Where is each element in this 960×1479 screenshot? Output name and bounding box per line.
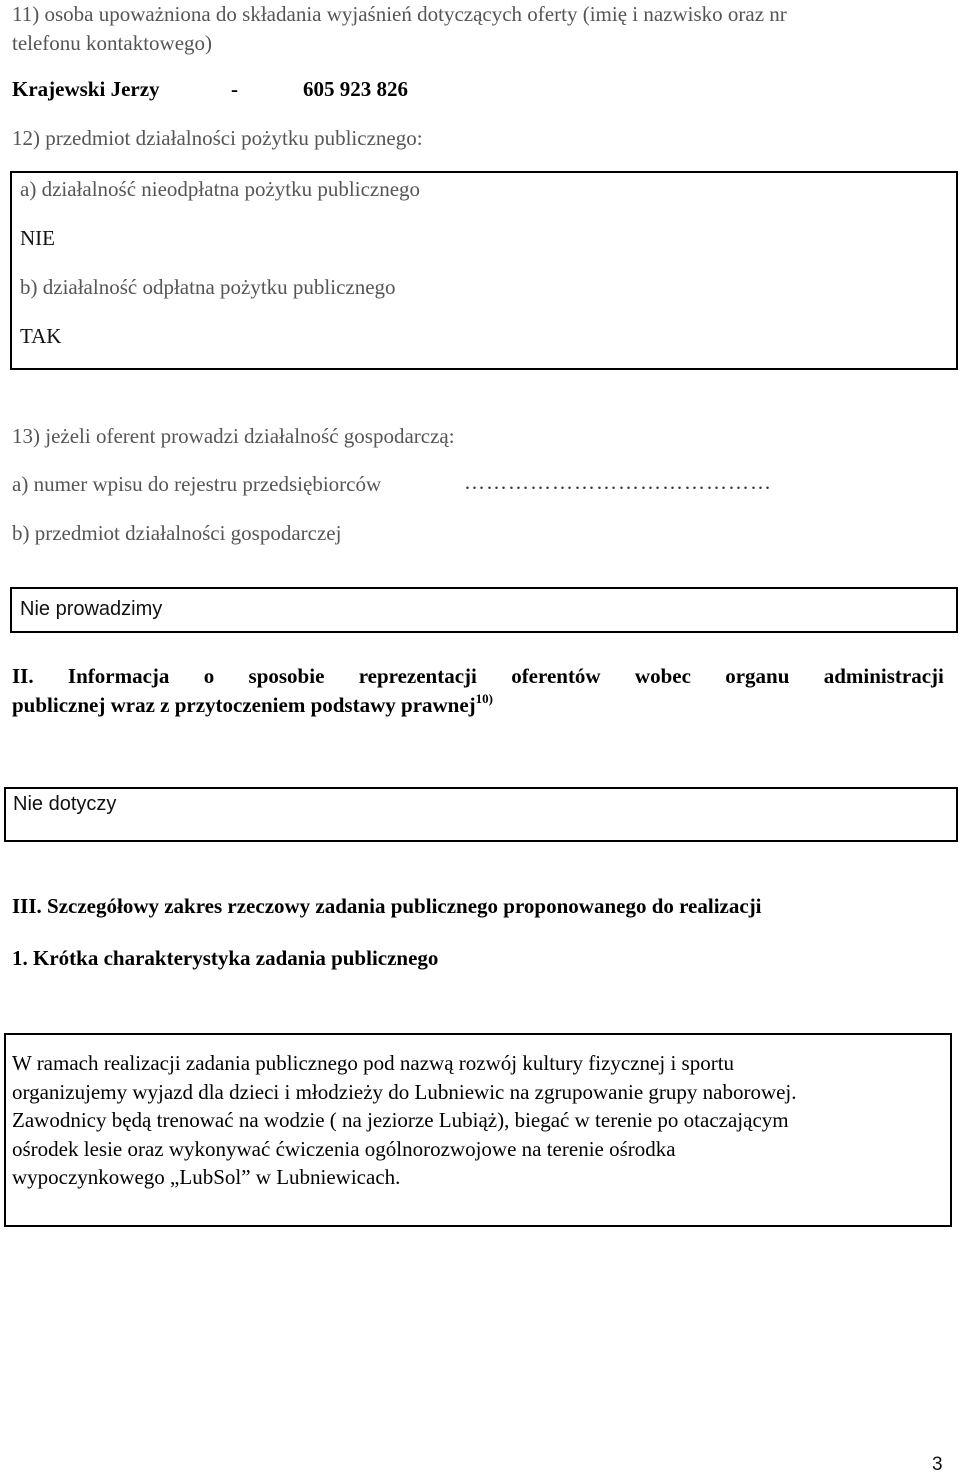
- item13-a-dots: ……………………………………: [464, 470, 772, 494]
- item13-b-value: Nie prowadzimy: [20, 598, 163, 620]
- section2-heading-line1: [12, 662, 944, 690]
- public-benefit-box: [10, 171, 958, 370]
- section2-word: wobec: [634, 664, 691, 688]
- description-line: Zawodnicy będą trenować na wodzie ( na jeziorze Lubiąż), biegać w terenie po otaczającym: [12, 1108, 789, 1132]
- description-line: W ramach realizacji zadania publicznego pod nazwą rozwój kultury fizycznej i sportu: [12, 1051, 735, 1075]
- section2-heading-line2: [12, 691, 493, 719]
- item12-label: 12) przedmiot działalności pożytku publicznego:: [12, 126, 423, 150]
- section2-word: Informacja: [67, 664, 170, 688]
- task-description: [12, 1049, 797, 1192]
- item13-a-label: a) numer wpisu do rejestru przedsiębiorców: [12, 472, 382, 496]
- description-line: organizujemy wyjazd dla dzieci i młodzieży do Lubniewic na zgrupowanie grupy naborowej.: [12, 1079, 797, 1104]
- task-description-box: [4, 1033, 952, 1227]
- item12-a-value: NIE: [20, 226, 55, 250]
- section2-word: sposobie: [248, 664, 325, 688]
- contact-person-name: Krajewski Jerzy: [12, 77, 160, 101]
- page-number: 3: [932, 1454, 943, 1475]
- item13-label: 13) jeżeli oferent prowadzi działalność gospodarczą:: [12, 424, 455, 448]
- section2-word: administracji: [823, 664, 944, 688]
- section2-word: II.: [12, 664, 34, 688]
- item12-b-label: b) działalność odpłatna pożytku publicznego: [20, 275, 396, 299]
- section2-value: Nie dotyczy: [13, 793, 117, 815]
- section2-word: reprezentacji: [358, 664, 477, 688]
- contact-phone: 605 923 826: [303, 77, 408, 101]
- item11-label-line2: telefonu kontaktowego): [12, 31, 213, 55]
- section3-subheading: 1. Krótka charakterystyka zadania publicznego: [12, 946, 439, 970]
- representation-box: [4, 787, 958, 842]
- section2-word: oferentów: [511, 664, 601, 688]
- section2-heading-text: publicznej wraz z przytoczeniem podstawy prawnej: [12, 693, 476, 717]
- section2-word: o: [203, 664, 215, 688]
- item13-b-label: b) przedmiot działalności gospodarczej: [12, 521, 342, 545]
- section2-word: organu: [725, 664, 790, 688]
- section3-heading: III. Szczegółowy zakres rzeczowy zadania publicznego proponowanego do realizacji: [12, 894, 762, 918]
- item11-label-line1: 11) osoba upoważniona do składania wyjaśnień dotyczących oferty (imię i nazwisko oraz nr: [12, 2, 787, 26]
- description-line: wypoczynkowego „LubSol” w Lubniewicach.: [12, 1165, 401, 1189]
- item12-a-label: a) działalność nieodpłatna pożytku publicznego: [20, 177, 421, 201]
- footnote-marker: 10): [475, 691, 494, 706]
- contact-dash: -: [231, 77, 238, 101]
- description-line: ośrodek lesie oraz wykonywać ćwiczenia ogólnorozwojowe na terenie ośrodka: [12, 1136, 676, 1161]
- business-activity-box: [10, 587, 958, 633]
- item12-b-value: TAK: [20, 324, 62, 348]
